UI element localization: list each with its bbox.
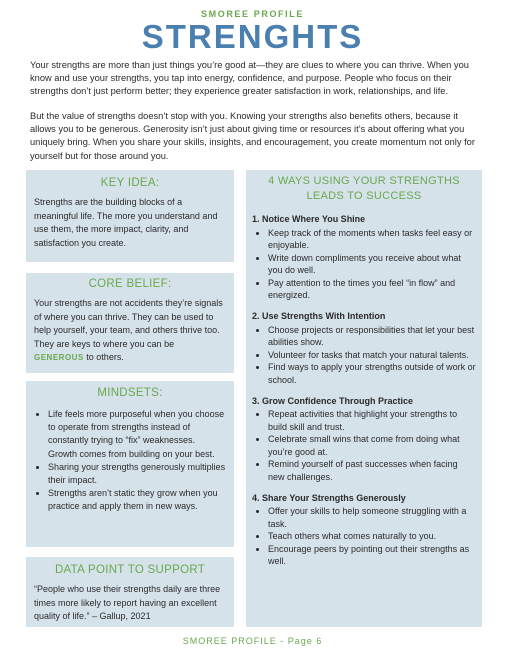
way-item: • Celebrate small wins that come from doing what you’re good at. <box>268 433 476 458</box>
core-belief-text <box>34 297 226 365</box>
way-item: • Encourage peers by pointing out their strengths as well. <box>268 543 476 568</box>
way-item: • Volunteer for tasks that match your natural talents. <box>268 349 476 362</box>
key-idea-heading: KEY IDEA: <box>100 177 160 189</box>
mindset-item: • Strengths aren’t static they grow when you practice and apply them in new ways. <box>48 487 226 513</box>
way-list <box>252 324 476 387</box>
way-item: • Write down compliments you receive about what you do well. <box>268 252 476 277</box>
mindsets-heading: MINDSETS: <box>97 387 163 399</box>
way-section-1 <box>252 213 476 302</box>
mindset-item: • Sharing your strengths generously multiplies their impact. <box>48 461 226 487</box>
way-title: 2. Use Strengths With Intention <box>252 311 386 322</box>
page-footer: SMOREE PROFILE - Page 6 <box>182 636 323 646</box>
way-list <box>252 505 476 568</box>
four-ways-heading: 4 WAYS USING YOUR STRENGTHS LEADS TO SUCCESS <box>268 175 460 202</box>
page-kicker: SMOREE PROFILE <box>201 9 304 19</box>
way-item: • Teach others what comes naturally to you. <box>268 530 476 543</box>
intro-paragraph-1: Your strengths are more than just things you’re good at—they are clues to where you can thrive. When you know and use your strengths, you tap into energy, confidence, and purpose. People who focus on their strengths don’t just perform better; they experience greater satisfaction in work, relationships, and life. <box>30 60 469 97</box>
core-belief-text-before: Your strengths are not accidents they’re signals of where you can thrive. They can be used to help yourself, your team, and others thrive too. They are keys to where you can be <box>34 298 223 349</box>
way-item: • Repeat activities that highlight your strengths to build skill and trust. <box>268 408 476 433</box>
key-idea-panel <box>26 170 234 262</box>
way-item: • Remind yourself of past successes when facing new challenges. <box>268 458 476 483</box>
way-item: • Choose projects or responsibilities that let your best abilities show. <box>268 324 476 349</box>
way-item: • Find ways to apply your strengths outside of work or school. <box>268 361 476 386</box>
core-belief-panel <box>26 273 234 373</box>
way-section-4 <box>252 492 476 568</box>
key-idea-text: Strengths are the building blocks of a meaningful life. The more you understand and use them, the more impact, clarity, and satisfaction you create. <box>34 197 218 248</box>
way-section-3 <box>252 395 476 484</box>
generous-highlight: GENEROUS <box>34 353 84 362</box>
mindsets-panel <box>26 381 234 547</box>
way-item: • Keep track of the moments when tasks feel easy or enjoyable. <box>268 227 476 252</box>
way-title: 4. Share Your Strengths Generously <box>252 492 406 503</box>
data-point-panel <box>26 557 234 627</box>
intro-paragraph-2: But the value of strengths doesn’t stop with you. Knowing your strengths also benefits others, because it allows you to be generous. Generosity isn’t just about giving time or resources it’s about offering what you uniquely bring. When you share your skills, insights, and encouragement, you create momentum not only for yourself but for those around you. <box>30 111 475 161</box>
way-title: 3. Grow Confidence Through Practice <box>252 395 414 406</box>
mindsets-list <box>34 408 226 514</box>
way-title: 1. Notice Where You Shine <box>252 214 366 224</box>
way-item: • Pay attention to the times you feel “in flow” and energized. <box>268 277 476 302</box>
way-list <box>252 227 476 303</box>
page-title: STRENGHTS <box>141 18 364 55</box>
way-list <box>252 408 476 484</box>
core-belief-text-after: to others. <box>83 352 124 362</box>
way-section-2 <box>252 310 476 386</box>
mindset-item: • Life feels more purposeful when you choose to operate from strengths instead of constantly trying to “fix” weaknesses. Growth comes from building on your best. <box>48 408 226 461</box>
four-ways-panel <box>246 170 482 627</box>
data-point-quote: “People who use their strengths daily are three times more likely to report having an excellent quality of life.” – Gallup, 2021 <box>34 584 221 621</box>
data-point-heading: DATA POINT TO SUPPORT <box>54 564 206 576</box>
way-item: • Offer your skills to help someone struggling with a task. <box>268 505 476 530</box>
core-belief-heading: CORE BELIEF: <box>88 278 172 290</box>
